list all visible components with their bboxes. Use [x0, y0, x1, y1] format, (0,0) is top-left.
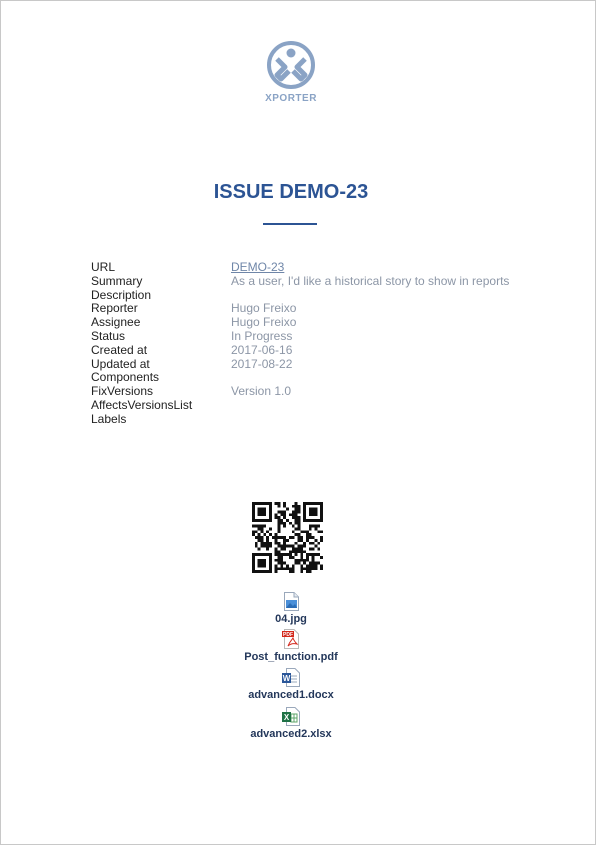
field-label: AffectsVersionsList: [91, 397, 193, 412]
attachment-name: advanced2.xlsx: [250, 728, 332, 740]
svg-text:PDF: PDF: [283, 632, 293, 638]
title-divider: [263, 223, 317, 225]
issue-title: ISSUE DEMO-23: [213, 181, 369, 203]
field-value: Version 1.0: [231, 384, 292, 399]
field-value: 2017-08-22: [231, 356, 293, 371]
field-value: Hugo Freixo: [231, 301, 297, 316]
field-value: As a user, I'd like a historical story to show in reports: [231, 273, 510, 288]
logo-text: XPORTER: [265, 93, 317, 104]
attachment-item[interactable]: [1, 592, 581, 625]
excel-file-icon: [282, 707, 300, 726]
field-value: Hugo Freixo: [231, 315, 297, 330]
field-value: 2017-06-16: [231, 342, 293, 357]
pdf-file-icon: [282, 629, 300, 649]
issue-url-link[interactable]: DEMO-23: [231, 260, 285, 274]
field-value: In Progress: [231, 328, 293, 343]
attachment-name: Post_function.pdf: [244, 651, 338, 663]
field-label: Summary: [91, 273, 143, 288]
svg-text:X: X: [283, 713, 290, 722]
qr-code-icon: [252, 502, 323, 573]
image-file-icon: [284, 592, 299, 611]
field-label: URL: [91, 260, 116, 274]
field-label: Description: [91, 287, 152, 302]
field-label: Assignee: [91, 315, 141, 330]
field-label: Labels: [91, 411, 127, 426]
attachment-name: 04.jpg: [275, 613, 307, 625]
attachment-item[interactable]: [1, 629, 581, 663]
field-label: Components: [91, 370, 160, 385]
field-label: Updated at: [91, 356, 150, 371]
attachment-name: advanced1.docx: [248, 689, 334, 701]
field-label: Reporter: [91, 301, 138, 316]
svg-text:W: W: [282, 674, 291, 683]
attachment-item[interactable]: [1, 707, 581, 740]
field-label: FixVersions: [91, 384, 154, 399]
attachment-item[interactable]: [1, 668, 581, 701]
word-file-icon: [282, 668, 300, 687]
field-label: Created at: [91, 342, 148, 357]
field-label: Status: [91, 328, 126, 343]
